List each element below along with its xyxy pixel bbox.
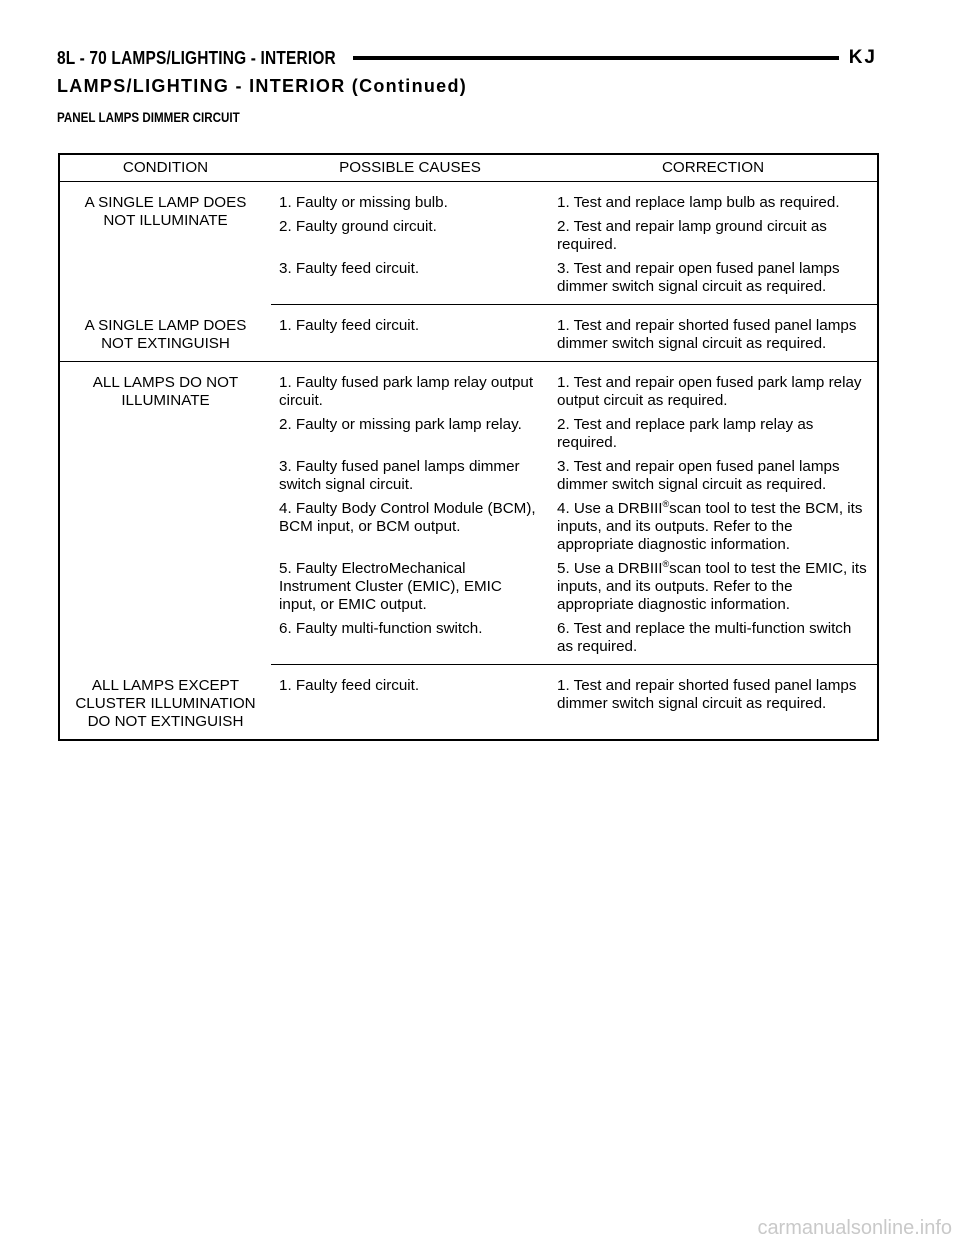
correction-cell: 6. Test and replace the multi-function switch as required. xyxy=(549,617,878,665)
cause-cell: 2. Faulty ground circuit. xyxy=(279,218,437,235)
correction-cell: 1. Test and repair shorted fused panel lamps dimmer switch signal circuit as required. xyxy=(557,677,857,712)
correction-text-start: 4. Use a DRBIII xyxy=(557,500,663,517)
correction-cell: 1. Test and replace lamp bulb as required. xyxy=(557,194,840,211)
condition-cell: ALL LAMPS DO NOT ILLUMINATE xyxy=(92,374,239,409)
correction-cell: 2. Test and replace park lamp relay as required. xyxy=(557,416,814,451)
continued-title: LAMPS/LIGHTING - INTERIOR (Continued) xyxy=(57,76,468,96)
cause-cell: 1. Faulty feed circuit. xyxy=(279,677,420,694)
cause-cell: 4. Faulty Body Control Module (BCM), BCM input, or BCM output. xyxy=(279,500,536,535)
cause-cell: 3. Faulty fused panel lamps dimmer switch signal circuit. xyxy=(279,458,520,493)
column-header-condition: CONDITION xyxy=(59,154,271,182)
cause-cell: 6. Faulty multi-function switch. xyxy=(271,617,549,665)
header-rule xyxy=(353,56,838,60)
cause-cell: 3. Faulty feed circuit. xyxy=(271,257,549,305)
cause-cell: 1. Faulty or missing bulb. xyxy=(279,194,448,211)
table-row xyxy=(59,665,878,740)
cause-cell: 5. Faulty ElectroMechanical Instrument Cluster (EMIC), EMIC input, or EMIC output. xyxy=(279,560,502,613)
condition-cell: ALL LAMPS EXCEPT CLUSTER ILLUMINATION DO NOT EXTINGUISH xyxy=(75,676,256,730)
condition-cell: A SINGLE LAMP DOES NOT ILLUMINATE xyxy=(84,194,247,229)
table-row xyxy=(59,305,878,362)
section-title: PANEL LAMPS DIMMER CIRCUIT xyxy=(57,110,240,125)
correction-cell xyxy=(549,497,878,557)
diagnosis-table xyxy=(58,153,879,741)
correction-text-start: 5. Use a DRBIII xyxy=(557,560,663,577)
correction-cell: 1. Test and repair open fused park lamp relay output circuit as required. xyxy=(557,374,862,409)
correction-text-end: scan tool to test the BCM, its inputs, and its outputs. Refer to the appropriate diagnostic information. xyxy=(557,500,863,553)
table-row xyxy=(59,362,878,414)
correction-cell xyxy=(549,557,878,617)
cause-cell: 1. Faulty feed circuit. xyxy=(271,305,549,362)
correction-cell: 3. Test and repair open fused panel lamps dimmer switch signal circuit as required. xyxy=(549,257,878,305)
cause-cell: 2. Faulty or missing park lamp relay. xyxy=(279,416,522,433)
registered-mark: ® xyxy=(662,559,670,569)
correction-cell: 1. Test and repair shorted fused panel lamps dimmer switch signal circuit as required. xyxy=(549,305,878,362)
correction-cell: 2. Test and repair lamp ground circuit as required. xyxy=(557,218,827,253)
condition-cell: A SINGLE LAMP DOES NOT EXTINGUISH xyxy=(59,305,271,362)
registered-mark: ® xyxy=(662,499,670,509)
cause-cell: 1. Faulty fused park lamp relay output circuit. xyxy=(279,374,534,409)
table-header-row xyxy=(59,154,878,182)
page-header xyxy=(57,44,877,72)
model-code: KJ xyxy=(848,47,877,68)
correction-text-end: scan tool to test the EMIC, its inputs, and its outputs. Refer to the appropriate diagnostic information. xyxy=(557,560,867,613)
table-row xyxy=(59,182,878,216)
column-header-causes: POSSIBLE CAUSES xyxy=(271,154,549,182)
site-watermark: carmanualsonline.info xyxy=(757,1217,952,1239)
page-number-and-title: 8L - 70 LAMPS/LIGHTING - INTERIOR xyxy=(57,47,336,68)
column-header-correction: CORRECTION xyxy=(549,154,878,182)
correction-cell: 3. Test and repair open fused panel lamps dimmer switch signal circuit as required. xyxy=(557,458,840,493)
